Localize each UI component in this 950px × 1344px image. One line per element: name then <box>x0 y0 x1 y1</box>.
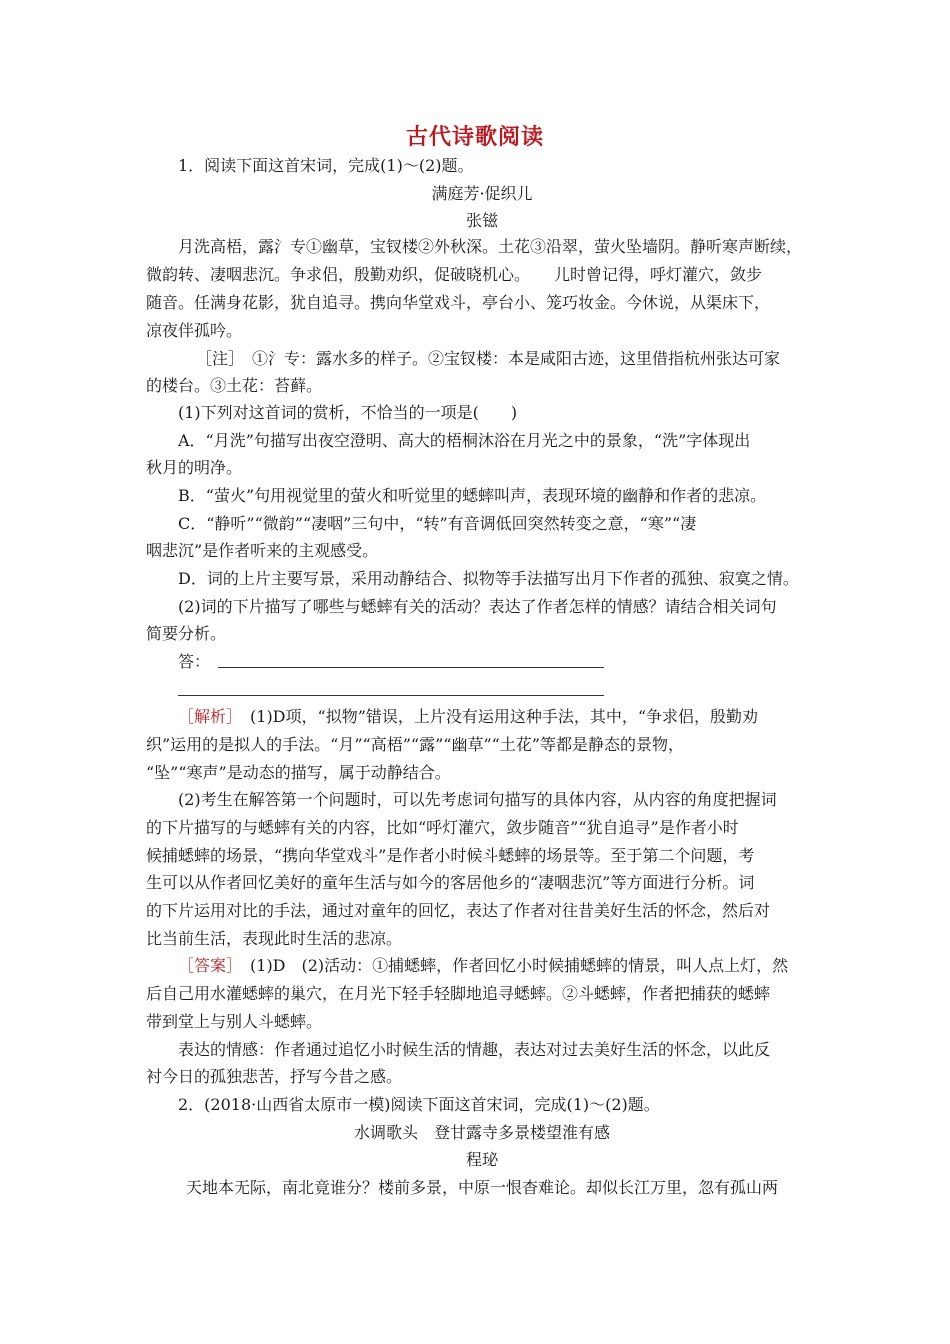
q1-poem-line: 微韵转、凄咽悲沉。争求侣，殷勤劝织，促破晓机心。 儿时曾记得，呼灯灌穴，敛步 <box>146 265 763 284</box>
q1-sub1: (1)下列对这首词的赏析，不恰当的一项是( ) <box>178 403 518 422</box>
q1-option-c-cont: 咽悲沉”是作者听来的主观感受。 <box>146 541 379 560</box>
q1-author: 张镃 <box>465 211 498 230</box>
q1-poem-line: 月洗高梧，露氵专①幽草，宝钗楼②外秋深。土花③沿翠，萤火坠墙阴。静听寒声断续， <box>178 237 803 256</box>
q2-poem-title: 水调歌头 登甘露寺多景楼望淮有感 <box>353 1123 610 1142</box>
q1-note-line: ［注］ ①氵专：露水多的样子。②宝钗楼：本是咸阳古迹，这里借指杭州张达可家 <box>196 349 781 368</box>
emotion-line: 表达的情感：作者通过追忆小时候生活的情趣，表达对过去美好生活的怀念，以此反 <box>178 1040 771 1059</box>
answer-label: 答： <box>178 652 211 671</box>
q1-option-d: D．词的上片主要写景，采用动静结合、拟物等手法描写出月下作者的孤独、寂寞之情。 <box>178 569 799 588</box>
analysis2-line: (2)考生在解答第一个问题时，可以先考虑词句描写的具体内容，从内容的角度把握词 <box>178 790 777 809</box>
q2-author: 程珌 <box>465 1150 498 1169</box>
q1-intro: 1．阅读下面这首宋词，完成(1)～(2)题。 <box>178 156 474 175</box>
analysis2-line: 比当前生活，表现此时生活的悲凉。 <box>146 929 403 948</box>
analysis-text: (1)D项，“拟物”错误，上片没有运用这种手法，其中，“争求侣，殷勤劝 <box>234 707 759 726</box>
answer-tag: ［答案］ <box>178 956 235 975</box>
q1-note-line: 的楼台。③土花：苔藓。 <box>146 376 323 395</box>
q1-option-b: B．“萤火”句用视觉里的萤火和听觉里的蟋蟀叫声，表现环境的幽静和作者的悲凉。 <box>178 486 767 505</box>
answer-text: (1)D (2)活动：①捕蟋蟀，作者回忆小时候捕蟋蟀的情景，叫人点上灯，然 <box>234 956 789 975</box>
emotion-line: 衬今日的孤独悲苦，抒写今昔之感。 <box>146 1067 403 1086</box>
analysis2-line: 的下片描写的与蟋蟀有关的内容，比如“呼灯灌穴，敛步随音”“犹自追寻”是作者小时 <box>146 818 739 837</box>
analysis-tag: ［解析］ <box>178 707 235 726</box>
q1-option-a: A．“月洗”句描写出夜空澄明、高大的梧桐沐浴在月光之中的景象，“洗”字体现出 <box>178 431 751 450</box>
page-title: 古代诗歌阅读 <box>405 124 544 150</box>
analysis-line <box>178 706 818 728</box>
answer-block-line <box>178 955 818 977</box>
answer-line[interactable] <box>178 695 604 696</box>
answer-block-line: 带到堂上与别人斗蟋蟀。 <box>146 1012 323 1031</box>
analysis2-line: 生可以从作者回忆美好的童年生活与如今的客居他乡的“凄咽悲沉”等方面进行分析。词 <box>146 873 755 892</box>
q1-option-c: C．“静听”“微韵”“凄咽”三句中，“转”有音调低回突然转变之意，“寒”“凄 <box>178 514 697 533</box>
q1-sub2-cont: 简要分析。 <box>146 624 227 643</box>
q1-poem-line: 随音。任满身花影，犹自追寻。携向华堂戏斗，亭台小、笼巧妆金。今休说，从渠床下， <box>146 293 771 312</box>
answer-block-line: 后自己用水灌蟋蟀的巢穴，在月光下轻手轻脚地追寻蟋蟀。②斗蟋蟀，作者把捕获的蟋蟀 <box>146 984 771 1003</box>
analysis2-line: 的下片运用对比的手法，通过对童年的回忆，表达了作者对往昔美好生活的怀念，然后对 <box>146 901 771 920</box>
q2-intro: 2．(2018·山西省太原市一模)阅读下面这首宋词，完成(1)～(2)题。 <box>178 1095 660 1114</box>
answer-line[interactable] <box>218 667 604 668</box>
q2-poem-line: 天地本无际，南北竟谁分？楼前多景，中原一恨杳难论。却似长江万里，忽有孤山两 <box>186 1178 779 1197</box>
q1-poem-line: 凉夜伴孤吟。 <box>146 321 243 340</box>
q1-option-a-cont: 秋月的明净。 <box>146 458 243 477</box>
q1-poem-title: 满庭芳·促织儿 <box>431 184 533 203</box>
analysis-line: “坠”“寒声”是动态的描写，属于动静结合。 <box>146 763 451 782</box>
analysis-line: 织”运用的是拟人的手法。“月”“高梧”“露”“幽草”“土花”等都是静态的景物， <box>146 735 684 754</box>
q1-sub2: (2)词的下片描写了哪些与蟋蟀有关的活动？表达了作者怎样的情感？请结合相关词句 <box>178 597 777 616</box>
analysis2-line: 候捕蟋蟀的场景，“携向华堂戏斗”是作者小时候斗蟋蟀的场景等。至于第二个问题，考 <box>146 846 755 865</box>
